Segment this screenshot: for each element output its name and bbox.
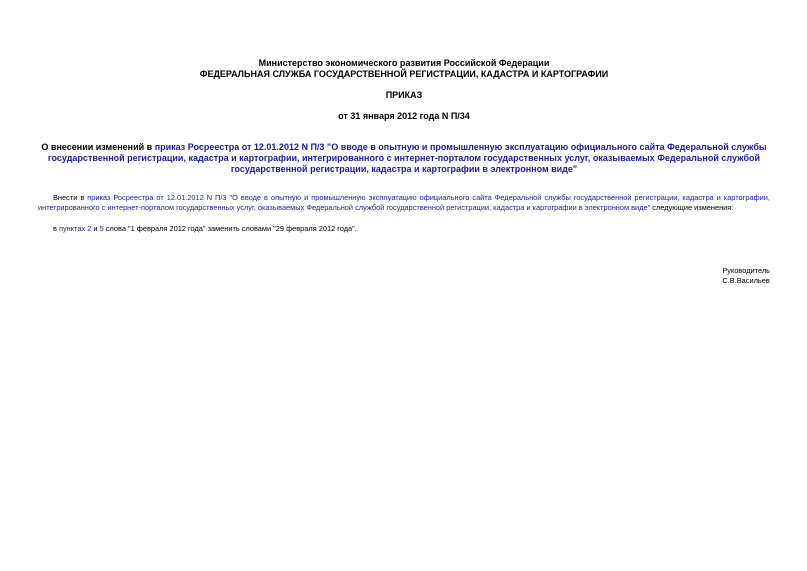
document-type: ПРИКАЗ [385, 90, 423, 100]
signature-block [722, 266, 770, 286]
document-page [38, 0, 770, 571]
points-2-link[interactable]: пунктах 2 [58, 224, 92, 233]
service-name: ФЕДЕРАЛЬНАЯ СЛУЖБА ГОСУДАРСТВЕННОЙ РЕГИСТРАЦИИ, КАДАСТРА И КАРТОГРАФИИ [199, 69, 609, 79]
item-prefix: в [53, 224, 59, 233]
amendment-paragraph [38, 224, 770, 234]
intro-prefix: Внести в [53, 193, 88, 202]
signatory-position: Руководитель [722, 266, 770, 275]
intro-paragraph [38, 193, 770, 213]
item-and: и [91, 224, 100, 233]
signatory-name: С.В.Васильев [722, 276, 770, 285]
title-prefix: О внесении изменений в [41, 142, 155, 152]
intro-suffix: следующие изменения: [650, 203, 734, 212]
point-5-link[interactable]: 5 [99, 224, 104, 233]
title-order-link[interactable]: приказ Росреестра от 12.01.2012 N П/3 "О вводе в опытную и промышленную эксплуатацию официального сайта Федеральной службы государственной регистрации, кадастра и картографии, интегрированного с интернет-порталом государственных услуг, оказываемых Федеральной службой государственной регистрации, кадастра и картографии в электронном виде" [47, 142, 767, 175]
document-date-number: от 31 января 2012 года N П/34 [338, 111, 470, 121]
item-suffix: слова "1 февраля 2012 года" заменить словами "29 февраля 2012 года". [103, 224, 357, 233]
document-title [38, 142, 770, 176]
intro-order-link[interactable]: приказ Росреестра от 12.01.2012 N П/3 "О вводе в опытную и промышленную эксплуатацию официального сайта Федеральной службы государственной регистрации, кадастра и картографии, интегрированного с интернет-порталом государственных услуг, оказываемых Федеральной службой государственной регистрации, кадастра и картографии в электронном виде" [38, 193, 770, 212]
ministry-name: Министерство экономического развития Российской Федерации [258, 58, 550, 68]
